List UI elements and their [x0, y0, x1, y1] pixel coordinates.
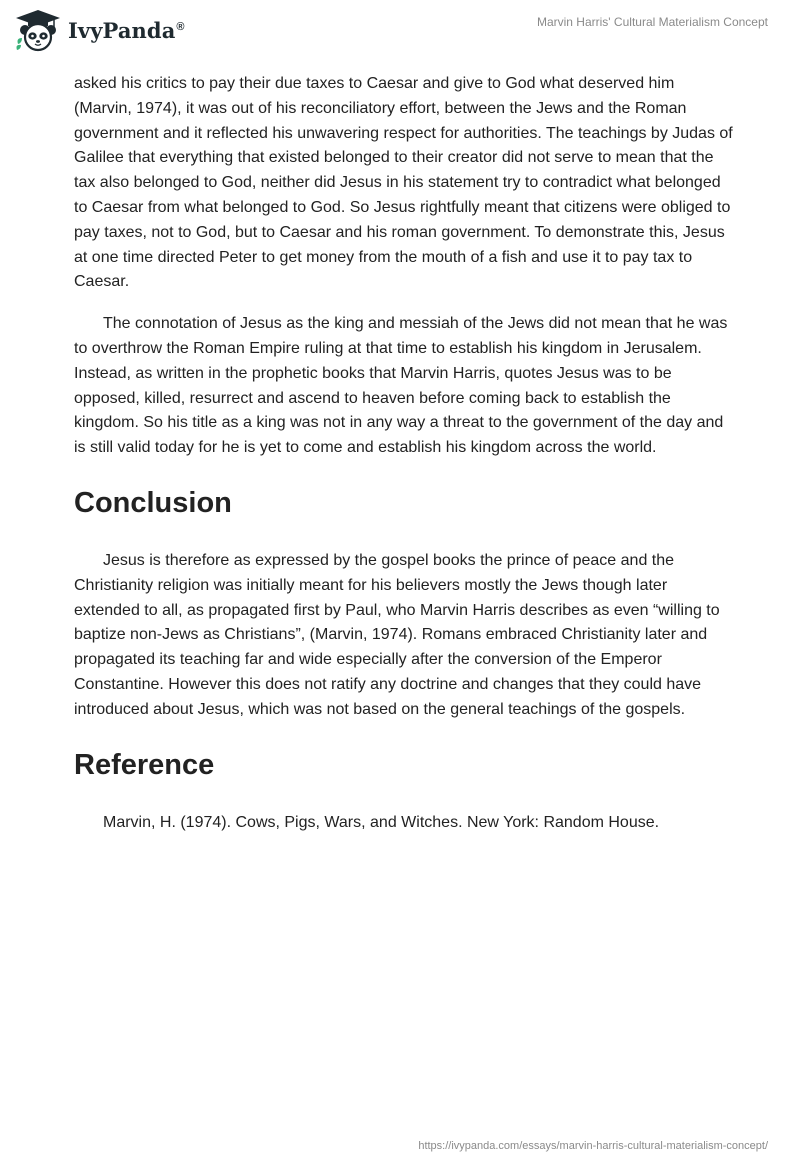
- source-url-link[interactable]: https://ivypanda.com/essays/marvin-harris-cultural-materialism-concept/: [418, 1140, 768, 1152]
- registered-mark: ®: [176, 20, 185, 33]
- page-header: [0, 0, 800, 64]
- conclusion-heading: Conclusion: [74, 486, 232, 519]
- conclusion-paragraph: Jesus is therefore as expressed by the gospel books the prince of peace and the Christianity religion was initially meant for his believers mostly the Jews though later extended to all, as propagated first by Paul, who Marvin Harris describes as even “willing to baptize non-Jews as Christians”, (Marvin, 1974). Romans embraced Christianity later and propagated its teaching far and wide especially after the conversion of the Emperor Constantine. However this does not ratify any doctrine and changes that they could have introduced about Jesus, which was not based on the general teachings of the gospels.: [74, 551, 720, 718]
- document-title: Marvin Harris' Cultural Materialism Concept: [536, 15, 768, 29]
- body-paragraph: asked his critics to pay their due taxes to Caesar and give to God what deserved him (Marvin, 1974), it was out of his reconciliatory effort, between the Jews and the Roman government and it reflected his unwavering respect for authorities. The teachings by Judas of Galilee that everything that existed belonged to their creator did not serve to mean that the tax also belonged to God, neither did Jesus in his statement try to contradict what belonged to Caesar from what belonged to God. So Jesus rightfully meant that citizens were obliged to pay taxes, not to God, but to Caesar and his roman government. To demonstrate this, Jesus at one time directed Peter to get money from the mouth of a fish and use it to pay tax to Caesar.: [74, 75, 733, 291]
- essay-content: [74, 72, 734, 835]
- body-paragraph: The connotation of Jesus as the king and messiah of the Jews did not mean that he was to overthrow the Roman Empire ruling at that time to establish his kingdom in Jerusalem. Instead, as written in the prophetic books that Marvin Harris, quotes Jesus was to be opposed, killed, resurrect and ascend to heaven before coming back to establish the kingdom. So his title as a king was not in any way a threat to the government of the day and is still valid today for he is yet to come and establish his kingdom across the world.: [74, 315, 728, 457]
- panda-graduate-icon: [14, 8, 62, 52]
- logo-text: IvyPanda®: [68, 17, 185, 43]
- reference-heading: Reference: [74, 748, 215, 781]
- reference-entry: Marvin, H. (1974). Cows, Pigs, Wars, and Witches. New York: Random House.: [103, 813, 660, 831]
- ivypanda-logo[interactable]: [14, 8, 185, 52]
